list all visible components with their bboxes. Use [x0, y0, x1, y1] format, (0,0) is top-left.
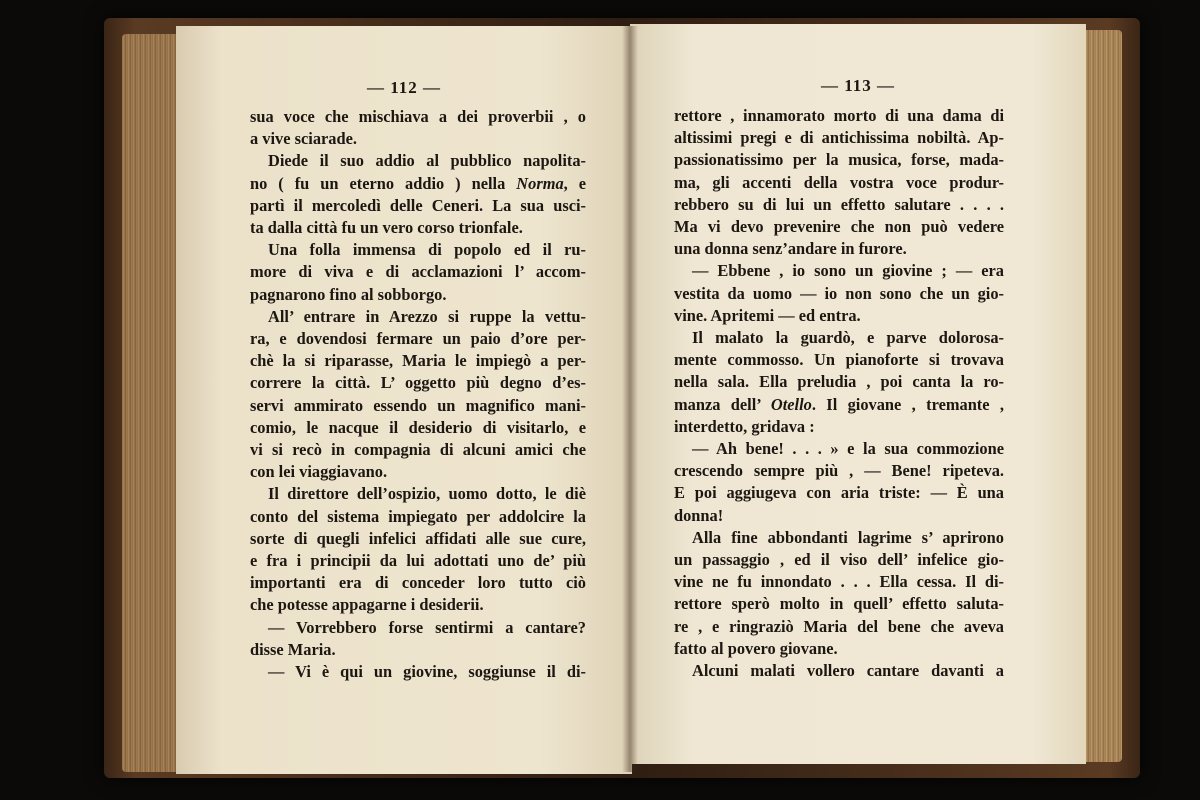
text-line: passionatissimo per la musica, forse, mada-: [674, 150, 1004, 170]
text-line: sorte di quegli infelici affidati alle sue cure,: [250, 528, 586, 548]
text-line: comio, le nacque il desiderio di visitarlo, e: [250, 417, 586, 437]
text-line: nella sala. Ella preludia , poi canta la ro-: [674, 372, 1004, 392]
text-line: — Ebbene , io sono un giovine ; — era: [692, 261, 1004, 281]
text-line: E poi aggiugeva con aria triste: — È una: [674, 483, 1004, 503]
text-line: rettore sperò molto in quell’ effetto saluta-: [674, 594, 1004, 614]
text-line: sua voce che mischiava a dei proverbii , o: [250, 107, 586, 126]
text-line: — Vorrebbero forse sentirmi a cantare?: [268, 617, 586, 637]
page-edges-left: [122, 34, 182, 772]
page-number: — 112 —: [366, 78, 442, 97]
right-page: [630, 24, 1086, 764]
text-line: correre la città. L’ oggetto più degno d’es-: [250, 373, 586, 393]
text-line: interdetto, gridava :: [674, 416, 815, 436]
text-line: vi si recò in compagnia di alcuni amici che: [250, 440, 586, 460]
text-line: importanti era di conceder loro tutto ciò: [250, 573, 586, 593]
text-line: mente commosso. Un pianoforte si trovava: [674, 350, 1004, 370]
text-line: manza dell’ Otello. Il giovane , tremante ,: [674, 394, 1004, 414]
text-line: ra, e dovendosi fermare un paio d’ore per-: [250, 329, 586, 349]
text-line: donna!: [674, 505, 724, 525]
text-line: chè la si riparasse, Maria le impiegò a per-: [250, 351, 586, 371]
text-line: Il direttore dell’ospizio, uomo dotto, le diè: [268, 484, 586, 504]
text-line: — Ah bene! . . . » e la sua commozione: [692, 439, 1004, 459]
text-line: Alla fine abbondanti lagrime s’ aprirono: [692, 527, 1004, 547]
text-line: Alcuni malati vollero cantare davanti a: [692, 661, 1004, 681]
text-line: con lei viaggiavano.: [250, 462, 388, 482]
text-line: rebbero su di lui un effetto salutare . . . .: [674, 194, 1004, 214]
text-line: una donna senz’andare in furore.: [674, 239, 907, 259]
text-line: vine ne fu innondato . . . Ella cessa. Il di-: [674, 572, 1004, 592]
text-line: ta dalla città fu un vero corso trionfale.: [250, 218, 523, 238]
book-gutter: [622, 26, 638, 772]
text-line: vine. Apritemi — ed entra.: [674, 305, 861, 325]
text-line: crescendo sempre più , — Bene! ripeteva.: [674, 461, 1004, 481]
left-page: [176, 26, 632, 774]
text-line: ma, gli accenti della vostra voce produr-: [674, 172, 1004, 192]
text-line: All’ entrare in Arezzo si ruppe la vettu-: [268, 306, 586, 326]
text-line: no ( fu un eterno addio ) nella Norma, e: [250, 173, 586, 193]
page-text: [674, 105, 1004, 682]
page-edges-right: [1080, 30, 1122, 762]
text-line: disse Maria.: [250, 639, 336, 659]
text-line: fatto al povero giovane.: [674, 638, 838, 658]
text-line: un passaggio , ed il viso dell’ infelice gio-: [674, 550, 1004, 570]
text-line: rettore , innamorato morto di una dama di: [674, 106, 1004, 125]
text-line: pagnarono fino al sobborgo.: [250, 284, 447, 304]
text-line: che potesse appagarne i desiderii.: [250, 595, 484, 615]
text-line: Diede il suo addio al pubblico napolita-: [268, 151, 586, 171]
text-line: Il malato la guardò, e parve dolorosa-: [692, 328, 1004, 348]
text-line: — Vi è qui un giovine, soggiunse il di-: [268, 662, 586, 682]
text-line: re , e ringraziò Maria del bene che aveva: [674, 616, 1004, 636]
text-line: servi ammirato essendo un magnifico mani-: [250, 395, 586, 415]
text-line: Ma vi devo prevenire che non può vedere: [674, 217, 1004, 237]
text-line: e fra i principii da lui adottati uno de’ più: [250, 551, 586, 571]
page-number: — 113 —: [820, 76, 896, 95]
text-line: altissimi pregi e di antichissima nobiltà. Ap-: [674, 128, 1004, 148]
text-line: a vive sciarade.: [250, 129, 357, 149]
text-line: conto del sistema impiegato per addolcire la: [250, 506, 586, 526]
text-line: Una folla immensa di popolo ed il ru-: [268, 240, 586, 260]
page-text: [250, 106, 586, 683]
text-line: more di viva e di acclamazioni l’ accom-: [250, 262, 586, 282]
text-line: vestita da uomo — io non sono che un gio-: [674, 283, 1004, 303]
text-line: partì il mercoledì delle Ceneri. La sua usci-: [250, 195, 586, 215]
